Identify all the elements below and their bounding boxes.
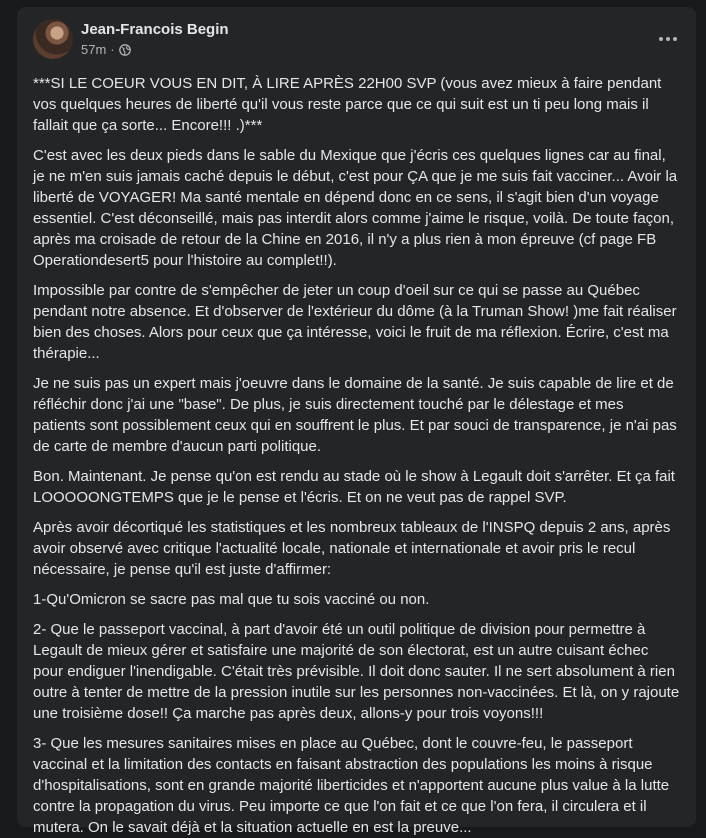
post-paragraph: Après avoir décortiqué les statistiques et les nombreux tableaux de l'INSPQ depuis 2 ans, après avoir observé avec critique l'actualité locale, nationale et internationale et avoir pris le recul nécessaire, je pense qu'il est juste d'affirmer: bbox=[33, 519, 671, 578]
post-paragraph: Impossible par contre de s'empêcher de jeter un coup d'oeil sur ce qui se passe au Québec pendant notre absence. Et d'observer de l'extérieur du dôme (à la Truman Show! )me fait réaliser bien des choses. Alors pour ceux que ça intéresse, voici le fruit de ma réflexion. Écrire, c'est ma thérapie... bbox=[33, 282, 677, 362]
post-paragraph: ***SI LE COEUR VOUS EN DIT, À LIRE APRÈS 22H00 SVP (vous avez mieux à faire pendant vos quelques heures de liberté qu'il vous reste parce que ce qui suit est un ti peu long mais il fallait que ça sorte... Encore!!! .)*** bbox=[33, 75, 662, 134]
post-body bbox=[17, 73, 696, 838]
post-card bbox=[17, 7, 696, 836]
post-header bbox=[17, 7, 696, 73]
post-time[interactable]: 57m bbox=[81, 42, 107, 57]
post-paragraph: Je ne suis pas un expert mais j'oeuvre dans le domaine de la santé. Je suis capable de lire et de réfléchir donc j'ai une "base". De plus, je suis directement touché par le délestage et mes patients sont possiblement ceux qui en souffrent le plus. Et par souci de transparence, je n'ai pas de carte de membre d'aucun parti politique. bbox=[33, 375, 677, 455]
more-horizontal-icon[interactable] bbox=[654, 25, 682, 53]
globe-icon bbox=[119, 44, 131, 56]
post-paragraph: C'est avec les deux pieds dans le sable du Mexique que j'écris ces quelques lignes car au final, je ne m'en suis jamais caché depuis le début, c'est pour ÇA que je me suis fait vacciner... Avoir la liberté de VOYAGER! Ma santé mentale en dépend donc en ce sens, il s'agit bien d'un voyage essentiel. C'est déconseillé, mais pas interdit alors comme j'aime le risque, voilà. De toute façon, après ma croisade de retour de la Chine en 2016, il n'y a plus rien à mon épreuve (cf page FB Operationdesert5 pour l'histoire au complet!!). bbox=[33, 147, 678, 269]
author-name[interactable]: Jean-Francois Begin bbox=[81, 21, 229, 38]
post-paragraph: 1-Qu'Omicron se sacre pas mal que tu sois vacciné ou non. bbox=[33, 591, 430, 608]
avatar[interactable] bbox=[33, 19, 73, 59]
post-paragraph: Bon. Maintenant. Je pense qu'on est rendu au stade où le show à Legault doit s'arrêter. Et ça fait LOOOOONGTEMPS que je le pense et l'écris. Et on ne veut pas de rappel SVP. bbox=[33, 468, 675, 506]
meta-separator: · bbox=[110, 42, 115, 57]
post-paragraph: 3- Que les mesures sanitaires mises en place au Québec, dont le couvre-feu, le passeport vaccinal et la limitation des contacts en faisant abstraction des populations les moins à risque d'hospitalisations, sont en grande majorité liberticides et n'apportent aucune plus value à la lutte contre la propagation du virus. Peu importe ce que l'on fait et ce que l'on fera, il circulera et il mutera. On le savait déjà et la situation actuelle en est la preuve... bbox=[33, 735, 670, 836]
post-paragraph: 2- Que le passeport vaccinal, à part d'avoir été un outil politique de division pour permettre à Legault de mieux gérer et satisfaire une majorité de son électorat, est un autre cuisant échec pour endiguer l'inendigable. C'était très prévisible. Il doit donc sauter. Il ne sert absolument à rien outre à tenter de mettre de la pression inutile sur les personnes non-vaccinées. Et là, on y rajoute une troisième dose!! Ça marche pas après deux, allons-y pour trois voyons!!! bbox=[33, 621, 680, 722]
post-meta bbox=[81, 42, 131, 57]
